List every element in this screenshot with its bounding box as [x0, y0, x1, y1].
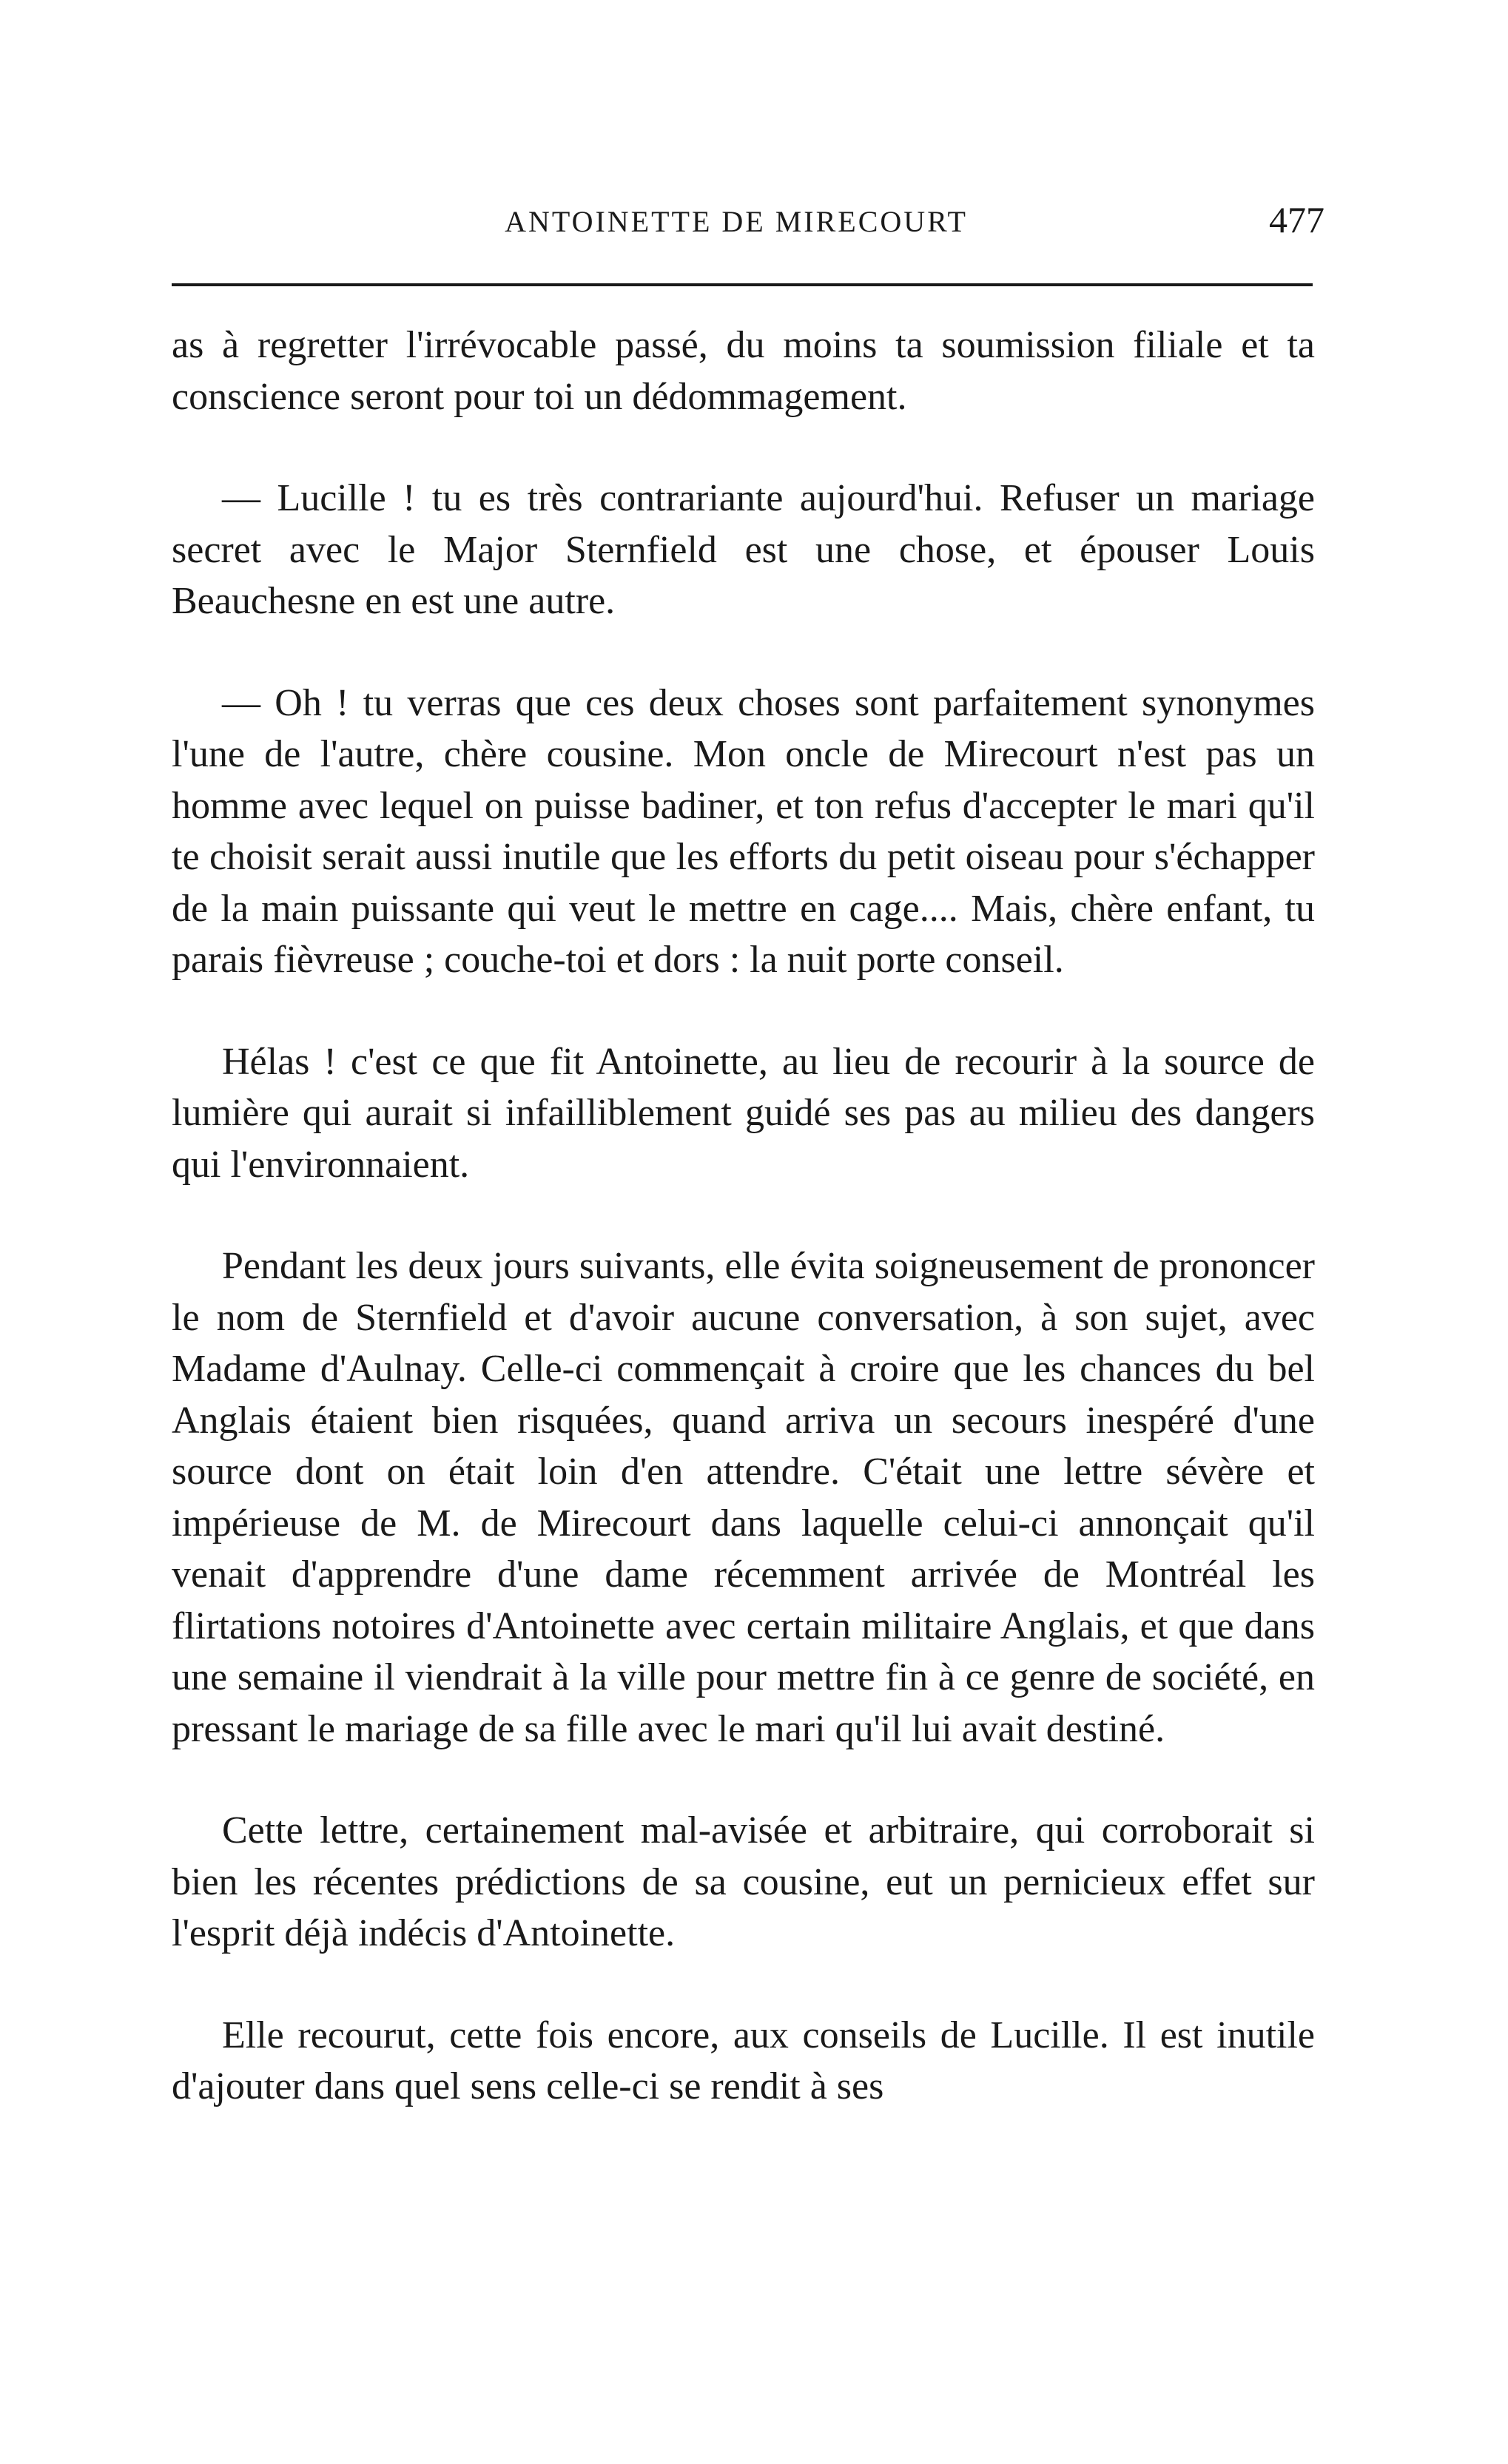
paragraph-cette-lettre: Cette lettre, certainement mal-avisée et arbitraire, qui corroborait si bien les récentes prédictions de sa cousine, eut un pernicieux effet sur l'esprit déjà indécis d'Antoinette.: [172, 1809, 1315, 1954]
running-head: [178, 198, 1332, 250]
header-rule: [172, 283, 1313, 286]
paragraph-helas: Hélas ! c'est ce que fit Antoinette, au lieu de recourir à la source de lumière qui aurait si infailliblement guidé ses pas au milieu des dangers qui l'environnaient.: [172, 1040, 1315, 1186]
page-number: 477: [1269, 199, 1324, 240]
paragraph-elle-recourut: Elle recourut, cette fois encore, aux conseils de Lucille. Il est inutile d'ajouter dans quel sens celle-ci se rendit à ses: [172, 2014, 1315, 2107]
running-title: ANTOINETTE DE MIRECOURT: [505, 205, 968, 238]
paragraph-dialogue-reply: — Oh ! tu verras que ces deux choses sont parfaitement synonymes l'une de l'autre, chère cousine. Mon oncle de Mirecourt n'est pas un homme avec lequel on puisse badiner, et ton refus d'accepter le mari qu'il te choisit serait aussi inutile que les efforts du petit oiseau pour s'échapper de la main puissante qui veut le mettre en cage.... Mais, chère enfant, tu parais fièvreuse ; couche-toi et dors : la nuit porte conseil.: [172, 681, 1315, 981]
paragraph-continuation: as à regretter l'irrévocable passé, du moins ta soumission filiale et ta conscience seront pour toi un dédommagement.: [172, 324, 1315, 418]
paragraph-pendant: Pendant les deux jours suivants, elle évita soigneusement de prononcer le nom de Sternfield et d'avoir aucune conversation, à son sujet, avec Madame d'Aulnay. Celle-ci commençait à croire que les chances du bel Anglais étaient bien risquées, quand arriva un secours inespéré d'une source dont on était loin d'en attendre. C'était une lettre sévère et impérieuse de M. de Mirecourt dans laquelle celui-ci annonçait qu'il venait d'apprendre d'une dame récemment arrivée de Montréal les flirtations notoires d'Antoinette avec certain militaire Anglais, et que dans une semaine il viendrait à la ville pour mettre fin à ce genre de société, en pressant le mariage de sa fille avec le mari qu'il lui avait destiné.: [172, 1245, 1315, 1750]
paragraph-dialogue-lucille: — Lucille ! tu es très contrariante aujourd'hui. Refuser un mariage secret avec le Major Sternfield est une chose, et épouser Louis Beauchesne en est une autre.: [172, 477, 1315, 622]
body-text: [172, 320, 1315, 2113]
